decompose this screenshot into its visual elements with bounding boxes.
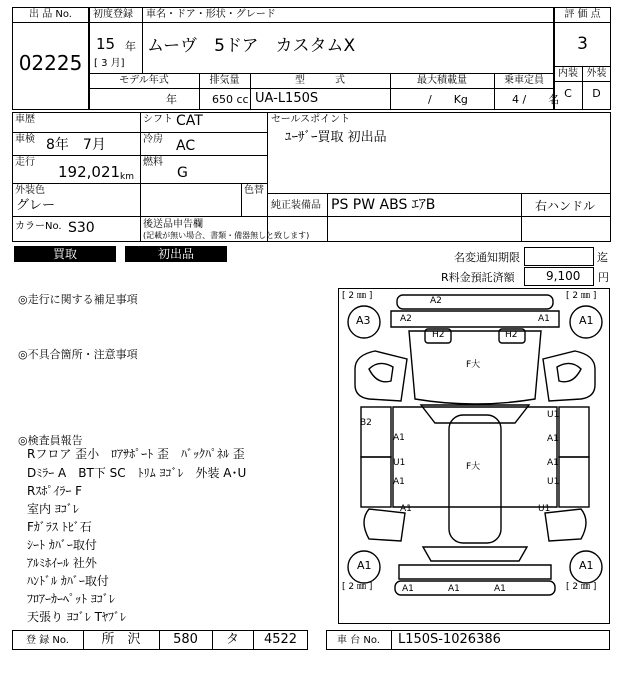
handle-value: 右ハンドル: [535, 199, 596, 213]
inspector-line: Rフロア 歪小 ﾛｱｻﾎﾟｰﾄ 歪 ﾊﾞｯｸﾊﾟﾈﾙ 歪: [27, 447, 245, 461]
inspector-line: 室内 ﾖｺﾞﾚ: [27, 502, 79, 516]
left-quarter-code: A1: [400, 504, 412, 514]
inspector-line: 天張り ﾖｺﾞﾚ Tﾔﾌﾞﾚ: [27, 610, 126, 624]
displacement: 650 cc: [212, 93, 249, 106]
ac-label: 冷房: [143, 134, 163, 145]
score-value: 3: [577, 34, 588, 54]
inspector-line: Dﾐﾗｰ A BT下 SC ﾄﾘﾑ ﾖｺﾞﾚ 外装 A･U: [27, 466, 247, 480]
grille-left-code: A2: [400, 314, 412, 324]
first-reg-month: [ 3 月]: [94, 58, 125, 69]
shift-label: シフト: [143, 114, 173, 125]
left-rear-door-code-a1: A1: [393, 477, 405, 487]
score-label: 評 価 点: [564, 9, 601, 20]
bracket-bottom-right: [ 2 ㎜ ]: [566, 582, 597, 592]
rear-bumper-code-c: A1: [494, 584, 506, 594]
max-load-label: 最大積載量: [417, 75, 467, 86]
after-note: (記載が無い場合、書類・備器無しと致します): [143, 231, 310, 240]
car-diagram-svg: [339, 289, 611, 625]
inspector-line: Rｽﾎﾟｲﾗｰ F: [27, 484, 83, 498]
reg-class: 580: [173, 632, 198, 647]
badge-hatsushuppin: 初出品: [125, 246, 227, 262]
inspector-line: Fｶﾞﾗｽ ﾄﾋﾞ石: [27, 520, 92, 534]
left-rear-door-code-u1: U1: [393, 458, 406, 468]
right-front-door-code-u1: U1: [547, 410, 560, 420]
model-year-unit: 年: [166, 93, 177, 106]
front-bumper-code: A2: [430, 296, 442, 306]
inspector-title: ◎検査員報告: [18, 434, 83, 447]
inspector-line: ｱﾙﾐﾎｲｰﾙ 社外: [27, 556, 97, 570]
name-label: 車名・ドア・形状・グレード: [146, 9, 276, 20]
right-front-door-code-a1: A1: [547, 434, 559, 444]
hood-code: F大: [466, 360, 481, 370]
drive-remarks-title: ◎走行に関する補足事項: [18, 293, 138, 306]
chassis-number: L150S-1026386: [398, 632, 501, 647]
lot-number: 02225: [18, 51, 83, 75]
reg-kana: タ: [225, 632, 239, 647]
model-year-label: モデル年式: [119, 75, 169, 86]
first-reg-label: 初度登録: [93, 9, 133, 20]
right-quarter-code: U1: [538, 504, 551, 514]
reg-label: 登 録 No.: [26, 635, 69, 646]
capacity-label: 乗車定員: [504, 75, 544, 86]
capacity: 4 / 名: [512, 93, 560, 106]
headlight-right-code: H2: [505, 330, 518, 340]
right-rear-door-code-u1: U1: [547, 477, 560, 487]
grille-right-code: A1: [538, 314, 550, 324]
badge-kaitori: 買取: [14, 246, 116, 262]
wheel-front-left-code: A3: [356, 314, 371, 327]
headlight-left-code: H2: [432, 330, 445, 340]
std-equip-value: PS PW ABS ｴｱB: [331, 197, 436, 213]
meihen-unit: 迄: [597, 251, 608, 264]
defect-remarks-title: ◎不具合箇所・注意事項: [18, 348, 138, 361]
shaken-value: 8年 7月: [46, 137, 106, 153]
interior-label: 内装: [558, 68, 578, 79]
rear-bumper-code-a: A1: [402, 584, 414, 594]
lot-label: 出 品 No.: [29, 9, 72, 20]
max-load: / Kg: [428, 93, 468, 106]
interior-grade: C: [564, 87, 572, 100]
chassis-label: 車 台 No.: [337, 635, 380, 646]
inspector-line: ﾊﾝﾄﾞﾙ ｶﾊﾞｰ取付: [27, 574, 109, 588]
history-label: 車歴: [15, 114, 35, 125]
car-name: ムーヴ 5ドア カスタムX: [147, 36, 356, 56]
wheel-rear-right-code: A1: [579, 559, 594, 572]
fuel-value: G: [177, 165, 188, 181]
ext-color-value: グレー: [16, 198, 56, 213]
exterior-grade: D: [592, 87, 601, 100]
mileage-label: 走行: [15, 157, 35, 168]
inspector-line: ﾌﾛｱｰｶｰﾍﾟｯﾄ ﾖｺﾞﾚ: [27, 592, 115, 606]
exterior-label: 外装: [586, 68, 607, 79]
after-label: 後送品申告欄: [143, 219, 203, 230]
rear-bumper-code-b: A1: [448, 584, 460, 594]
wheel-rear-left-code: A1: [357, 559, 372, 572]
type-label: 型 式: [295, 75, 345, 86]
mileage-value: 192,021: [58, 163, 121, 181]
recycle-unit: 円: [598, 271, 609, 284]
fuel-label: 燃料: [143, 157, 163, 168]
mileage-unit: km: [120, 172, 134, 182]
roof-code: F大: [466, 462, 481, 472]
std-equip-label: 純正装備品: [271, 200, 321, 211]
inspector-line: ｼｰﾄ ｶﾊﾞｰ取付: [27, 538, 97, 552]
displacement-label: 排気量: [209, 75, 240, 86]
ext-color-label: 外装色: [15, 185, 45, 196]
left-front-door-code-a1: A1: [393, 433, 405, 443]
car-diagram: [338, 288, 610, 624]
first-reg-year: 15: [96, 35, 116, 53]
year-unit: 年: [125, 40, 136, 53]
color-change-label: 色替: [244, 185, 264, 196]
sales-point-label: セールスポイント: [271, 114, 351, 125]
reg-number: 4522: [263, 632, 298, 647]
bracket-bottom-left: [ 2 ㎜ ]: [342, 582, 373, 592]
color-no-label: カラーNo.: [15, 221, 62, 232]
bracket-top-right: [ 2 ㎜ ]: [566, 291, 597, 301]
recycle-value: 9,100: [546, 269, 581, 283]
right-rear-door-code-a1: A1: [547, 458, 559, 468]
wheel-front-right-code: A1: [579, 314, 594, 327]
bracket-top-left: [ 2 ㎜ ]: [342, 291, 373, 301]
model-type: UA-L150S: [255, 91, 319, 106]
reg-area: 所 沢: [101, 632, 141, 647]
recycle-label: R料金預託済額: [441, 271, 515, 284]
color-no-value: S30: [68, 220, 95, 236]
meihen-label: 名変通知期限: [454, 251, 520, 264]
left-front-door-code-b2: B2: [360, 418, 372, 428]
ac-value: AC: [176, 138, 196, 154]
shift-value: CAT: [176, 113, 203, 129]
sales-point-value: ﾕｰｻﾞｰ買取 初出品: [285, 130, 387, 145]
shaken-label: 車検: [15, 134, 35, 145]
meihen-box: [524, 247, 594, 266]
